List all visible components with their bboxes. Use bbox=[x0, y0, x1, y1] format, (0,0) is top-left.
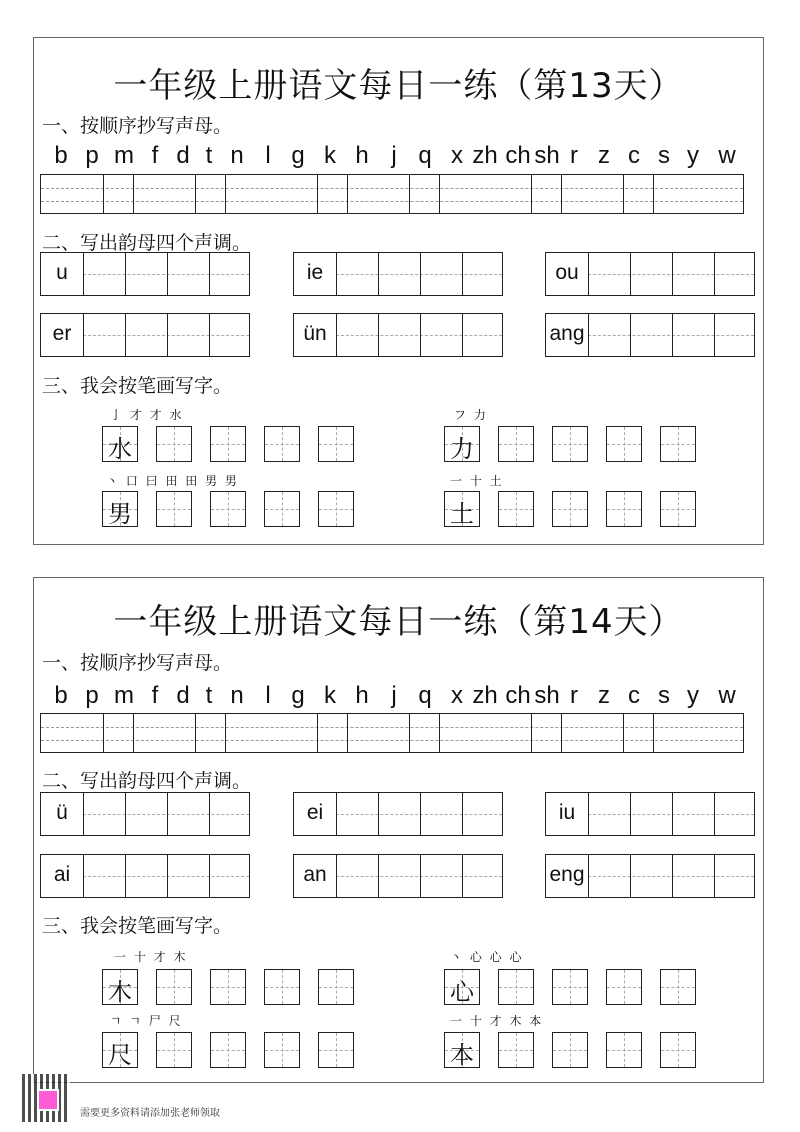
letter: d bbox=[176, 142, 190, 169]
section-3-heading: 三、我会按笔画写字。 bbox=[42, 375, 233, 397]
char-box[interactable] bbox=[318, 426, 354, 462]
char-box[interactable] bbox=[264, 491, 300, 527]
letter: b bbox=[54, 682, 68, 709]
char-box[interactable] bbox=[318, 1032, 354, 1068]
letter: k bbox=[324, 142, 336, 169]
letter: y bbox=[687, 142, 699, 169]
final-label: er bbox=[52, 322, 72, 345]
stroke-order: 一 十 才 木 bbox=[114, 950, 188, 964]
final-tone-box[interactable] bbox=[40, 792, 250, 836]
char-box[interactable] bbox=[606, 426, 642, 462]
final-tone-box[interactable] bbox=[545, 854, 755, 898]
char-box[interactable] bbox=[660, 426, 696, 462]
letter: j bbox=[391, 142, 397, 169]
final-label: ü bbox=[56, 801, 68, 824]
section-1-heading: 一、按顺序抄写声母。 bbox=[42, 652, 233, 674]
model-character: 心 bbox=[450, 978, 474, 1006]
letter: r bbox=[570, 682, 578, 709]
letter: x bbox=[451, 682, 463, 709]
section-2-heading: 二、写出韵母四个声调。 bbox=[42, 770, 252, 792]
char-box[interactable] bbox=[660, 969, 696, 1005]
char-box[interactable] bbox=[210, 491, 246, 527]
stroke-order: 一 十 土 bbox=[450, 474, 504, 488]
char-box[interactable] bbox=[552, 426, 588, 462]
final-label: u bbox=[56, 261, 68, 284]
char-box[interactable] bbox=[264, 426, 300, 462]
section-2-heading: 二、写出韵母四个声调。 bbox=[42, 232, 252, 254]
char-box-model bbox=[444, 426, 480, 462]
letter: ch bbox=[505, 682, 531, 709]
letter: c bbox=[628, 682, 640, 709]
final-label: ei bbox=[306, 801, 324, 824]
final-tone-box[interactable] bbox=[545, 252, 755, 296]
char-box[interactable] bbox=[552, 969, 588, 1005]
letter: z bbox=[598, 142, 610, 169]
final-tone-box[interactable] bbox=[545, 792, 755, 836]
char-box[interactable] bbox=[210, 1032, 246, 1068]
char-box[interactable] bbox=[210, 426, 246, 462]
char-box[interactable] bbox=[606, 1032, 642, 1068]
letter: q bbox=[418, 682, 432, 709]
char-box-model bbox=[102, 969, 138, 1005]
char-box[interactable] bbox=[156, 969, 192, 1005]
letter: sh bbox=[534, 142, 560, 169]
letter: s bbox=[658, 142, 670, 169]
letter: ch bbox=[505, 142, 531, 169]
letter: x bbox=[451, 142, 463, 169]
letter: y bbox=[687, 682, 699, 709]
footer-note: 需要更多资料请添加张老师领取 bbox=[80, 1108, 220, 1119]
model-character: 土 bbox=[450, 500, 474, 528]
letter: f bbox=[151, 142, 159, 169]
final-tone-box[interactable] bbox=[545, 313, 755, 357]
letter: s bbox=[658, 682, 670, 709]
char-box[interactable] bbox=[264, 969, 300, 1005]
letter: c bbox=[628, 142, 640, 169]
model-character: 尺 bbox=[108, 1041, 132, 1069]
char-box[interactable] bbox=[498, 969, 534, 1005]
initials-letters bbox=[34, 142, 765, 172]
final-label: iu bbox=[558, 801, 576, 824]
final-label: ou bbox=[555, 261, 579, 284]
final-tone-box[interactable] bbox=[293, 313, 503, 357]
letter: z bbox=[598, 682, 610, 709]
final-tone-box[interactable] bbox=[40, 854, 250, 898]
letter: g bbox=[291, 142, 305, 169]
final-tone-box[interactable] bbox=[40, 252, 250, 296]
letter: p bbox=[85, 142, 99, 169]
final-tone-box[interactable] bbox=[293, 854, 503, 898]
letter: w bbox=[718, 142, 736, 169]
worksheet-day-14 bbox=[33, 577, 764, 1083]
letter: t bbox=[205, 682, 213, 709]
section-1-heading: 一、按顺序抄写声母。 bbox=[42, 115, 233, 137]
letter: sh bbox=[534, 682, 560, 709]
final-label: ie bbox=[306, 261, 324, 284]
char-box[interactable] bbox=[660, 1032, 696, 1068]
stroke-order: 丶 口 曰 田 田 男 男 bbox=[106, 474, 239, 488]
letter: d bbox=[176, 682, 190, 709]
model-character: 男 bbox=[108, 500, 132, 528]
letter: j bbox=[391, 682, 397, 709]
worksheet-day-13 bbox=[33, 37, 764, 545]
model-character: 力 bbox=[450, 435, 474, 463]
char-box-model bbox=[444, 491, 480, 527]
model-character: 木 bbox=[108, 978, 132, 1006]
char-box[interactable] bbox=[318, 969, 354, 1005]
letter: m bbox=[114, 142, 134, 169]
final-label: ün bbox=[303, 322, 327, 345]
letter: n bbox=[230, 142, 244, 169]
final-label: eng bbox=[549, 863, 585, 886]
char-box-model bbox=[102, 491, 138, 527]
section-3-heading: 三、我会按笔画写字。 bbox=[42, 915, 233, 937]
letter: l bbox=[265, 142, 271, 169]
char-box[interactable] bbox=[264, 1032, 300, 1068]
char-box[interactable] bbox=[606, 491, 642, 527]
letter: l bbox=[265, 682, 271, 709]
char-box[interactable] bbox=[210, 969, 246, 1005]
model-character: 本 bbox=[450, 1041, 474, 1069]
letter: m bbox=[114, 682, 134, 709]
final-tone-box[interactable] bbox=[40, 313, 250, 357]
stroke-order: フ 力 bbox=[454, 408, 488, 422]
letter: p bbox=[85, 682, 99, 709]
initials-letters bbox=[34, 682, 765, 712]
char-box-model bbox=[444, 969, 480, 1005]
stroke-order: 亅 才 才 水 bbox=[110, 408, 184, 422]
char-box[interactable] bbox=[552, 491, 588, 527]
letter: f bbox=[151, 682, 159, 709]
letter: zh bbox=[472, 682, 498, 709]
final-label: ai bbox=[53, 863, 71, 886]
char-box[interactable] bbox=[552, 1032, 588, 1068]
final-tone-box[interactable] bbox=[293, 792, 503, 836]
letter: r bbox=[570, 142, 578, 169]
final-label: ang bbox=[549, 322, 585, 345]
letter: w bbox=[718, 682, 736, 709]
char-box[interactable] bbox=[606, 969, 642, 1005]
char-box[interactable] bbox=[156, 426, 192, 462]
letter: h bbox=[355, 682, 369, 709]
letter: q bbox=[418, 142, 432, 169]
stroke-order: ㄱ ㄱ 尸 尺 bbox=[110, 1014, 183, 1028]
char-box[interactable] bbox=[156, 1032, 192, 1068]
letter: k bbox=[324, 682, 336, 709]
copy-writing-grid[interactable] bbox=[40, 713, 744, 753]
char-box[interactable] bbox=[660, 491, 696, 527]
sheet-title: 一年级上册语文每日一练（第13天） bbox=[113, 66, 684, 106]
char-box-model bbox=[102, 1032, 138, 1068]
letter: g bbox=[291, 682, 305, 709]
char-box[interactable] bbox=[498, 426, 534, 462]
char-box-model bbox=[102, 426, 138, 462]
final-label: an bbox=[303, 863, 327, 886]
qr-code[interactable] bbox=[22, 1074, 70, 1122]
copy-writing-grid[interactable] bbox=[40, 174, 744, 214]
char-box[interactable] bbox=[498, 491, 534, 527]
letter: b bbox=[54, 142, 68, 169]
sheet-title: 一年级上册语文每日一练（第14天） bbox=[113, 602, 684, 642]
char-box[interactable] bbox=[318, 491, 354, 527]
letter: t bbox=[205, 142, 213, 169]
char-box[interactable] bbox=[156, 491, 192, 527]
final-tone-box[interactable] bbox=[293, 252, 503, 296]
stroke-order: 丶 心 心 心 bbox=[450, 950, 524, 964]
letter: n bbox=[230, 682, 244, 709]
stroke-order: 一 十 才 木 本 bbox=[450, 1014, 544, 1028]
letter: zh bbox=[472, 142, 498, 169]
char-box[interactable] bbox=[498, 1032, 534, 1068]
letter: h bbox=[355, 142, 369, 169]
char-box-model bbox=[444, 1032, 480, 1068]
model-character: 水 bbox=[108, 435, 132, 463]
